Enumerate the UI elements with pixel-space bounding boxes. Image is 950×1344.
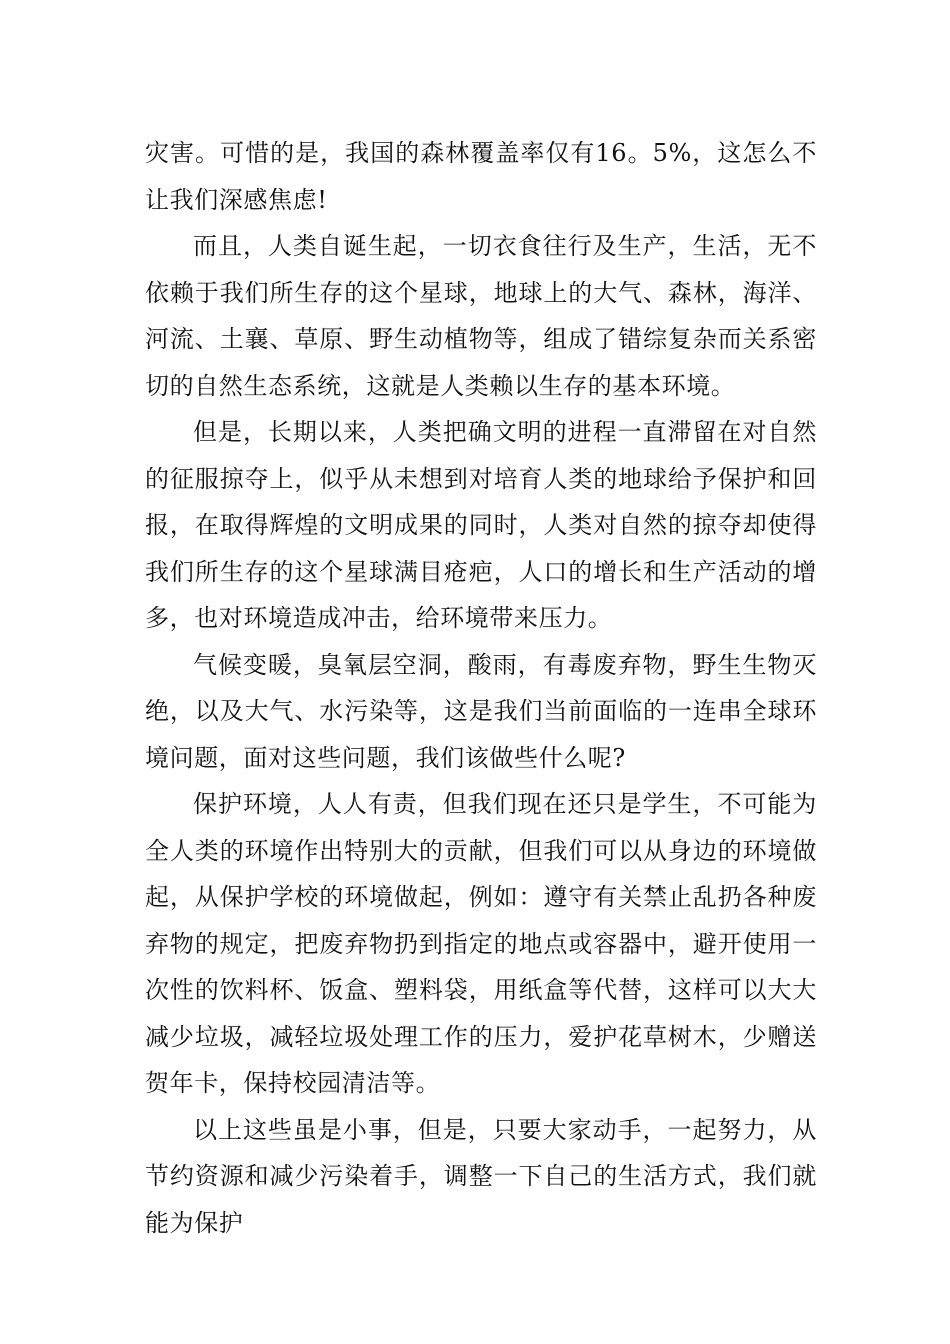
document-body bbox=[145, 130, 817, 1246]
paragraph-4: 气候变暖，臭氧层空洞，酸雨，有毒废弃物，野生生物灭绝，以及大气、水污染等，这是我们当前面临的一连串全球环境问题，面对这些问题，我们该做些什么呢? bbox=[145, 650, 817, 772]
paragraph-2: 而且，人类自诞生起，一切衣食往行及生产，生活，无不依赖于我们所生存的这个星球，地球上的大气、森林，海洋、河流、土襄、草原、野生动植物等，组成了错综复杂而关系密切的自然生态系统，这就是人类赖以生存的基本环境。 bbox=[145, 232, 817, 400]
paragraph-6: 以上这些虽是小事，但是，只要大家动手，一起努力，从节约资源和减少污染着手，调整一下自己的生活方式，我们就能为保护 bbox=[145, 1115, 817, 1237]
paragraph-1: 灾害。可惜的是，我国的森林覆盖率仅有16。5%，这怎么不让我们深感焦虑! bbox=[145, 139, 817, 214]
paragraph-5: 保护环境，人人有责，但我们现在还只是学生，不可能为全人类的环境作出特别大的贡献，但我们可以从身边的环境做起，从保护学校的环境做起，例如：遵守有关禁止乱扔各种废弃物的规定，把废弃物扔到指定的地点或容器中，避开使用一次性的饮料杯、饭盒、塑料袋，用纸盒等代替，这样可以大大减少垃圾，减轻垃圾处理工作的压力，爱护花草树木，少赠送贺年卡，保持校园清洁等。 bbox=[145, 790, 817, 1097]
paragraph-3: 但是，长期以来，人类把确文明的进程一直滞留在对自然的征服掠夺上，似乎从未想到对培育人类的地球给予保护和回报，在取得辉煌的文明成果的同时，人类对自然的掠夺却使得我们所生存的这个星球满目疮疤，人口的增长和生产活动的增多，也对环境造成冲击，给环境带来压力。 bbox=[145, 418, 817, 632]
